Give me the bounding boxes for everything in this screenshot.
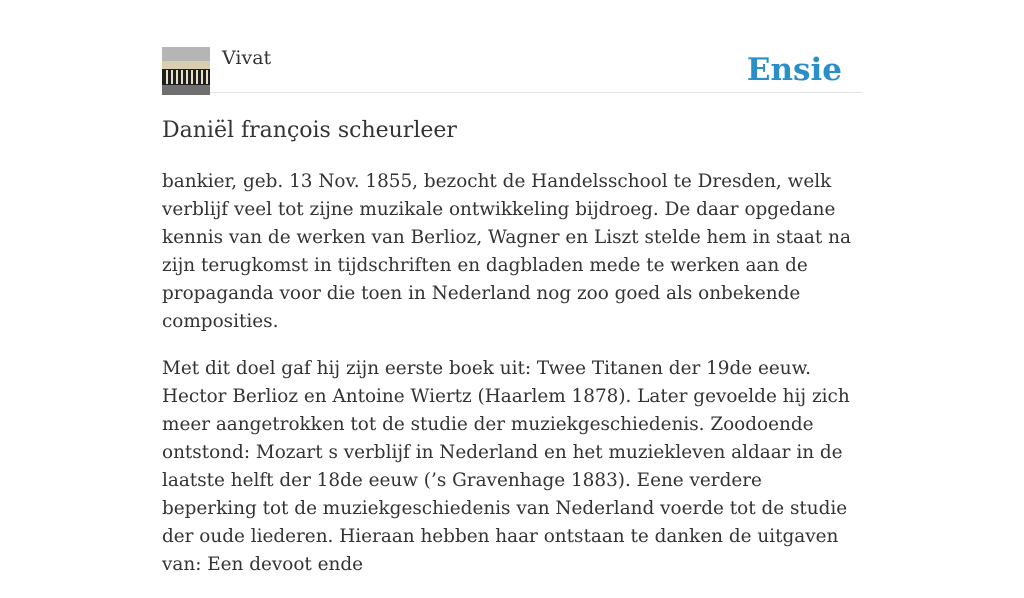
site-logo[interactable]: Ensie [746, 52, 842, 88]
article-paragraph: Met dit doel gaf hij zijn eerste boek uit: Twee Titanen der 19de eeuw. Hector Berlioz en Antoine Wiertz (Haarlem 1878). Later gevoelde hij zich meer aangetrokken tot de studie der muziekgeschiedenis. Zoodoende ontstond: Mozart s verblijf in Nederland en het muziekleven aldaar in de laatste helft der 18de eeuw (’s Gravenhage 1883). Eene verdere beperking tot de muziekgeschiedenis van Nederland voerde tot de studie der oude liederen. Hieraan hebben haar ontstaan te danken de uitgaven van: Een devoot ende [162, 358, 850, 575]
author-avatar[interactable] [162, 47, 210, 95]
book-spines-avatar-icon [162, 47, 210, 95]
author-name[interactable]: Vivat [222, 47, 272, 69]
article-title: Daniël françois scheurleer [162, 118, 457, 143]
header [162, 46, 862, 93]
article-paragraph: bankier, geb. 13 Nov. 1855, bezocht de Handelsschool te Dresden, welk verblijf veel tot zijne muzikale ontwikkeling bijdroeg. De daar opgedane kennis van de werken van Berlioz, Wagner en Liszt stelde hem in staat na zijn terugkomst in tijdschriften en dagbladen mede te werken aan de propaganda voor die toen in Nederland nog zoo goed als onbekende composities. [162, 171, 851, 332]
article-body [162, 168, 852, 598]
